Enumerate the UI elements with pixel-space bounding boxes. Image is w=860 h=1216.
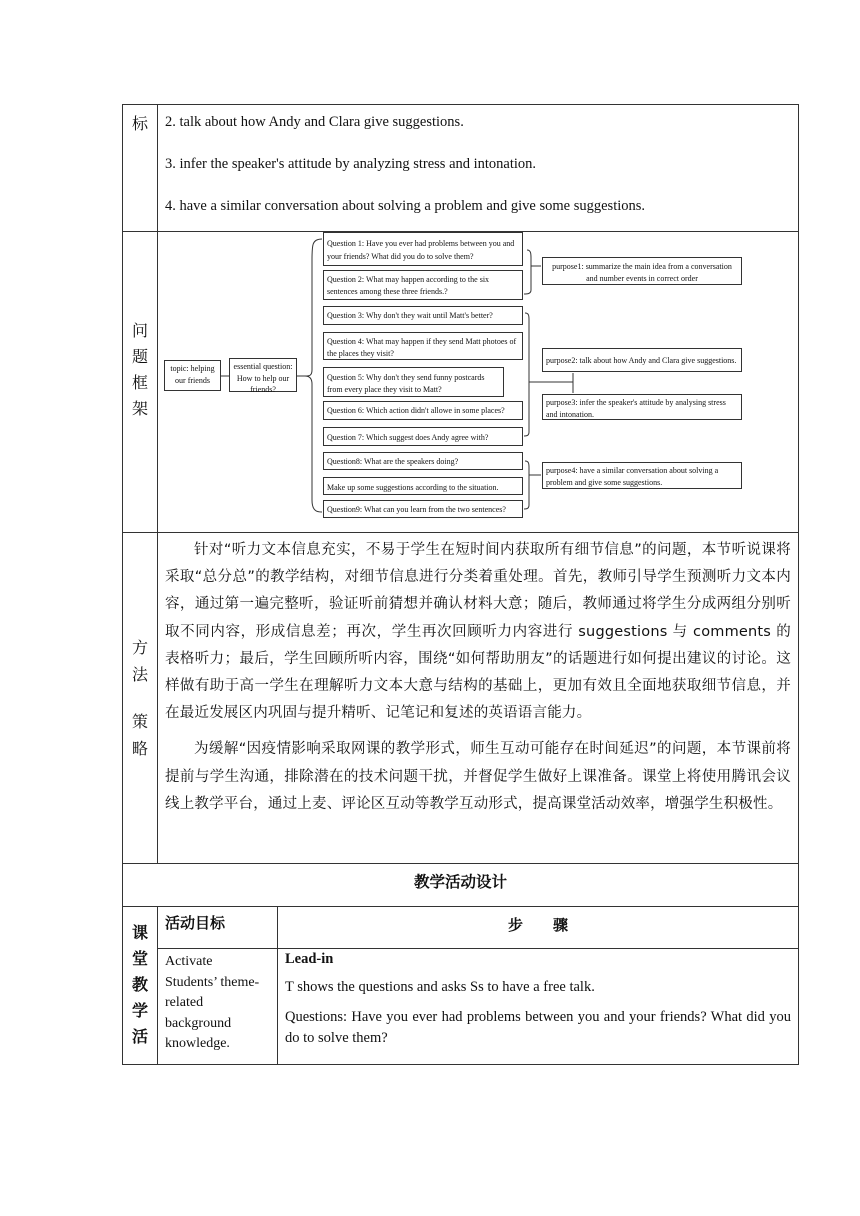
question-box-3: Question 3: Why don't they wait until Matt's better? xyxy=(323,306,523,325)
question-box-7: Question 7: Which suggest does Andy agree with? xyxy=(323,427,523,446)
step-line-1: T shows the questions and asks Ss to have a free talk. xyxy=(285,979,595,995)
question-box-make-up: Make up some suggestions according to the situation. xyxy=(323,477,523,495)
method-label: 方 法 策 略 xyxy=(131,638,148,758)
question-box-1: Question 1: Have you ever had problems between you and your friends? What did you do to solve them? xyxy=(323,232,523,266)
purpose-box-1: purpose1: summarize the main idea from a conversation and number events in correct order xyxy=(542,257,742,285)
question-box-8: Question8: What are the speakers doing? xyxy=(323,452,523,470)
question-box-9: Question9: What can you learn from the two sentences? xyxy=(323,500,523,518)
objective-item-4: 4. have a similar conversation about solving a problem and give some suggestions. xyxy=(165,198,646,214)
table-border-bottom xyxy=(122,1064,799,1065)
essential-question-box: essential question: How to help our friends? xyxy=(229,358,297,392)
activity-label: 课 堂 教 学 活 xyxy=(131,923,148,1046)
column-header-goal: 活动目标 xyxy=(165,914,226,932)
question-box-5: Question 5: Why don't they send funny postcards from every place they visit to Matt? xyxy=(323,367,504,397)
row-separator xyxy=(122,906,799,907)
purpose-box-2: purpose2: talk about how Andy and Clara give suggestions. xyxy=(542,348,742,372)
objectives-label: 标 xyxy=(131,114,148,133)
question-box-2: Question 2: What may happen according to the six sentences among these three friends.? xyxy=(323,270,523,300)
row-separator xyxy=(122,532,799,533)
objective-item-2: 2. talk about how Andy and Clara give suggestions. xyxy=(165,114,464,130)
method-paragraph-2: 为缓解“因疫情影响采取网课的教学形式，师生互动可能存在时间延迟”的问题，本节课前将提前与学生沟通，排除潜在的技术问题干扰，并督促学生做好上课准备。课堂上将使用腾讯会议线上教学平台，通过上麦、评论区互动等教学互动形式，提高课堂活动效率，增强学生积极性。 xyxy=(165,741,791,812)
table-border-right xyxy=(798,104,799,1065)
objective-item-3: 3. infer the speaker's attitude by analyzing stress and intonation. xyxy=(165,156,537,172)
table-border-top xyxy=(122,104,799,105)
purpose-box-3: purpose3: infer the speaker's attitude by analysing stress and intonation. xyxy=(542,394,742,420)
step-title: Lead-in xyxy=(285,951,334,967)
question-box-6: Question 6: Which action didn't allowe in some places? xyxy=(323,401,523,420)
question-box-4: Question 4: What may happen if they send Matt photoes of the places they visit? xyxy=(323,332,523,360)
question-frame-label: 问 题 框 架 xyxy=(131,321,148,418)
row-separator xyxy=(122,863,799,864)
method-paragraph-1: 针对“听力文本信息充实，不易于学生在短时间内获取所有细节信息”的问题，本节听说课将采取“总分总”的教学结构，对细节信息进行分类着重处理。首先，教师引导学生预测听力文本内容，通过第一遍完整听，验证听前猜想并确认材料大意；随后，教师通过将学生分成两组分别听取不同内容，形成信息差；再次，学生再次回顾听力内容进行 suggestions 与 comments 的表格听力；最后，学生回顾所听内容，围绕“如何帮助朋友”的话题进行如何提出建议的讨论。这样做有助于高一学生在理解听力文本大意与结构的基础上，更加有效且全面地获取细节信息，并在最近发展区内巩固与提升精听、记笔记和复述的英语语言能力。 xyxy=(165,542,791,722)
design-title: 教学活动设计 xyxy=(413,873,507,891)
activity-goal-text: Activate Students’ theme-related background knowledge. xyxy=(165,954,260,1051)
step-line-2: Questions: Have you ever had problems between you and your friends? What did you do to solve them? xyxy=(285,1009,791,1046)
topic-box: topic: helping our friends xyxy=(164,360,221,391)
method-text xyxy=(165,537,791,818)
purpose-box-4: purpose4: have a similar conversation about solving a problem and give some suggestions. xyxy=(542,462,742,489)
column-header-steps: 步 骤 xyxy=(507,916,568,934)
row-separator xyxy=(157,948,799,949)
